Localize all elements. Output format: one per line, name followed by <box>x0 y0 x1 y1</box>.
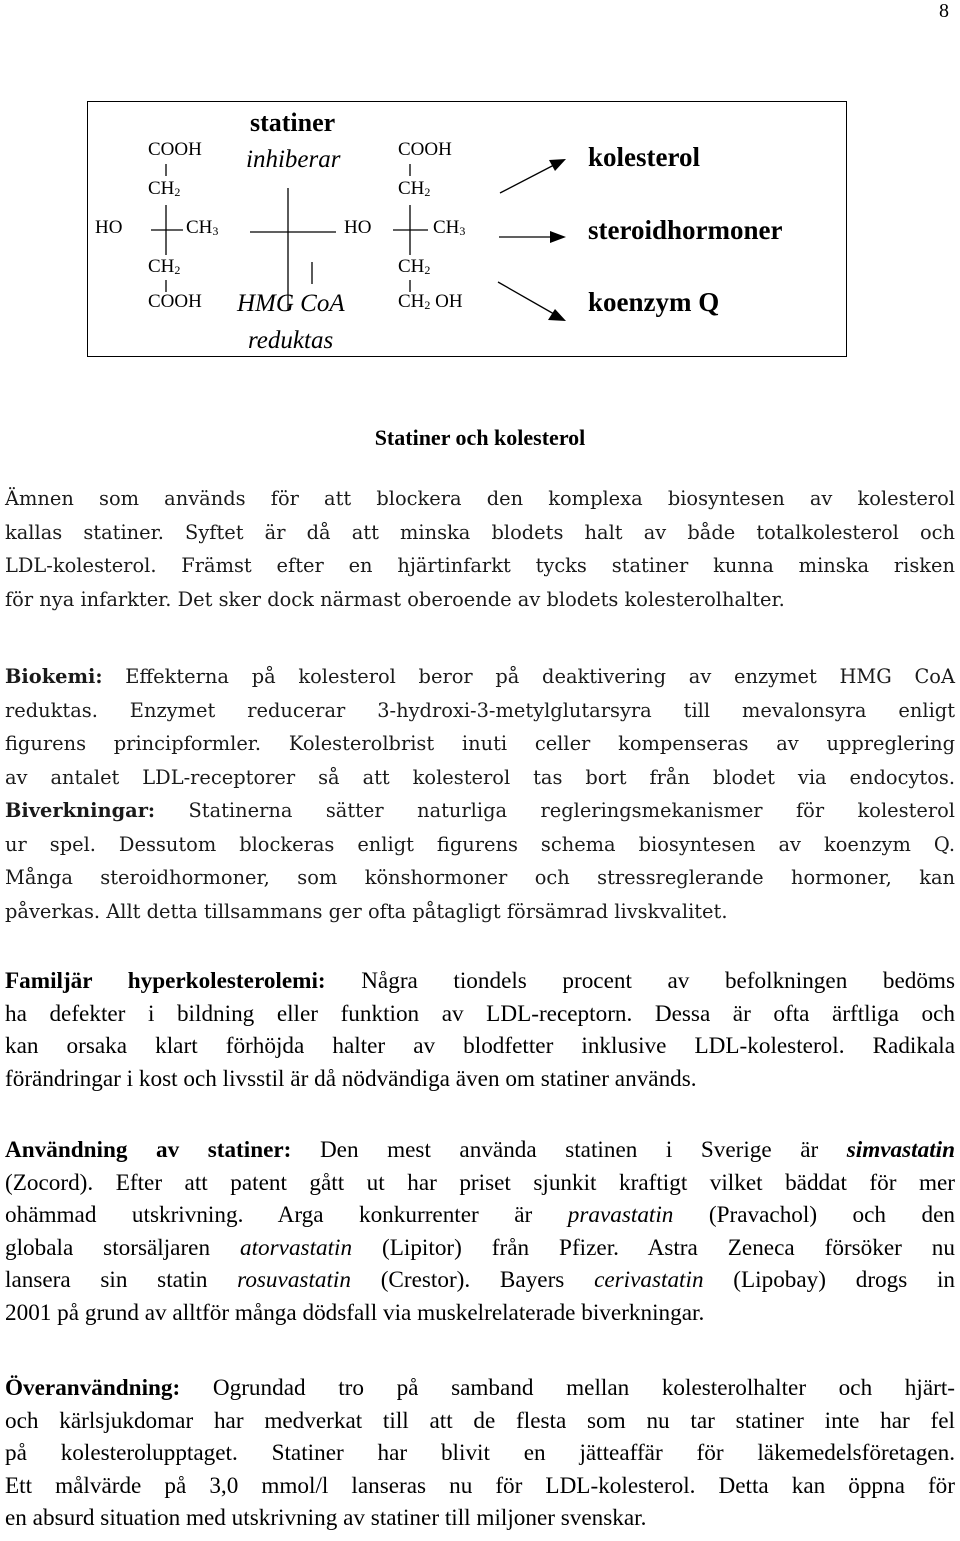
right-ho: HO <box>344 217 372 238</box>
text-line: påverkas. Allt detta tillsammans ger ofta påtagligt försämrad livskvalitet. <box>5 899 728 923</box>
text-line: globala storsäljaren atorvastatin (Lipitor) från Pfizer. Astra Zeneca försöker nu <box>5 1234 955 1261</box>
text-line: Ämnen som används för att blockera den komplexa biosyntesen av kolesterol <box>5 487 955 510</box>
left-cooh-bottom: COOH <box>148 291 202 312</box>
intro-paragraph <box>5 482 955 616</box>
drug-rosuvastatin: rosuvastatin <box>237 1267 351 1294</box>
right-ch3: $CH_3$ <box>433 217 466 238</box>
drug-cerivastatin: cerivastatin <box>594 1267 704 1294</box>
product-kolesterol: kolesterol <box>588 142 700 172</box>
right-ch2-top: $CH_2$ <box>398 178 431 199</box>
text-line: ha defekter i bildning eller funktion av LDL-receptorn. Dessa är ofta ärftliga och <box>5 1000 955 1027</box>
text-line: för nya infarkter. Det sker dock närmast oberoende av blodets kolesterolhalter. <box>5 587 785 611</box>
text-line: av antalet LDL-receptorer så att kolesterol tas bort från blodet via endocytos. <box>5 765 955 789</box>
text-line: reduktas. Enzymet reducerar 3-hydroxi-3-metylglutarsyra till mevalonsyra enligt <box>5 698 955 722</box>
text-line: kan orsaka klart förhöjda halter av blodfetter inklusive LDL-kolesterol. Radikala <box>5 1033 955 1060</box>
enzyme-label-2: reduktas <box>248 327 334 354</box>
anvandning-heading: Användning av statiner: <box>5 1137 292 1163</box>
left-ch2-top: $CH_2$ <box>148 178 181 199</box>
inhibitor-verb: inhiberar <box>246 146 341 173</box>
text-line: Biverkningar: Statinerna sätter naturliga regleringsmekanismer för kolesterol <box>5 799 955 822</box>
drug-pravastatin: pravastatin <box>567 1202 674 1229</box>
text-line: ur spel. Dessutom blockeras enligt figurens schema biosyntesen av koenzym Q. <box>5 832 955 856</box>
statin-pathway-figure <box>87 101 847 357</box>
text-line: figurens principformler. Kolesterolbrist inuti celler kompenseras av uppreglering <box>5 732 955 755</box>
left-ch3: $CH_3$ <box>186 217 219 238</box>
drug-atorvastatin: atorvastatin <box>240 1234 353 1261</box>
biverkningar-heading: Biverkningar: <box>5 799 156 822</box>
text-line: Ett målvärde på 3,0 mmol/l lanseras nu för LDL-kolesterol. Detta kan öppna för <box>5 1472 955 1499</box>
biokemi-paragraph <box>5 660 955 928</box>
text-line: kallas statiner. Syftet är då att minska blodets halt av både totalkolesterol och <box>5 520 955 544</box>
product-steroidhormoner: steroidhormoner <box>588 215 783 245</box>
text-line: Biokemi: Effekterna på kolesterol beror på deaktivering av enzymet HMG CoA <box>5 665 955 688</box>
text-line: (Zocord). Efter att patent gått ut har priset sjunkit kraftigt vilket bäddat för mer <box>5 1169 955 1196</box>
familjar-heading: Familjär hyperkolesterolemi: <box>5 968 326 994</box>
anvandning-paragraph <box>5 1134 955 1330</box>
text-line: en absurd situation med utskrivning av statiner till miljoner svenskar. <box>5 1505 647 1532</box>
figure-caption: Statiner och kolesterol <box>374 425 586 450</box>
biokemi-heading: Biokemi: <box>5 665 103 688</box>
text-line: Överanvändning: Ogrundad tro på samband mellan kolesterolhalter och hjärt- <box>5 1375 955 1401</box>
text-line: ohämmad utskrivning. Arga konkurrenter är pravastatin (Pravachol) och den <box>5 1202 955 1229</box>
text-line: 2001 på grund av alltför många dödsfall via muskelrelaterade biverkningar. <box>5 1299 705 1326</box>
right-ch2oh: $CH_2$ OH <box>398 291 463 312</box>
left-ch2-bottom: $CH_2$ <box>148 256 181 277</box>
text-line: Familjär hyperkolesterolemi: Några tiondels procent av befolkningen bedöms <box>5 968 955 994</box>
text-line: Många steroidhormoner, som könshormoner och stressreglerande hormoner, kan <box>5 866 955 889</box>
drug-simvastatin: simvastatin <box>846 1137 955 1163</box>
text-line: LDL-kolesterol. Främst efter en hjärtinfarkt tycks statiner kunna minska risken <box>5 554 955 577</box>
overanvandning-heading: Överanvändning: <box>5 1375 181 1401</box>
left-cooh-top: COOH <box>148 139 202 160</box>
left-ho: HO <box>95 217 123 238</box>
enzyme-label: HMG CoA <box>237 290 345 317</box>
text-line: och kärlsjukdomar har medverkat till att de flesta som nu tar statiner inte har fel <box>5 1407 955 1434</box>
overanvandning-paragraph <box>5 1372 955 1535</box>
product-koenzym-q: koenzym Q <box>588 287 720 317</box>
text-line: förändringar i kost och livsstil är då nödvändiga även om statiner används. <box>5 1065 697 1092</box>
text-line: lansera sin statin rosuvastatin (Crestor). Bayers cerivastatin (Lipobay) drogs in <box>5 1267 956 1294</box>
inhibitor-label: statiner <box>250 108 336 137</box>
page-number: 8 <box>939 0 949 22</box>
familjar-paragraph <box>5 965 955 1095</box>
text-line: Användning av statiner: Den mest använda statinen i Sverige är simvastatin <box>5 1137 955 1163</box>
text-line: på kolesterolupptaget. Statiner har blivit en jätteaffär för läkemedelsföretagen. <box>5 1440 955 1467</box>
right-cooh-top: COOH <box>398 139 452 160</box>
right-ch2-bottom: $CH_2$ <box>398 256 431 277</box>
